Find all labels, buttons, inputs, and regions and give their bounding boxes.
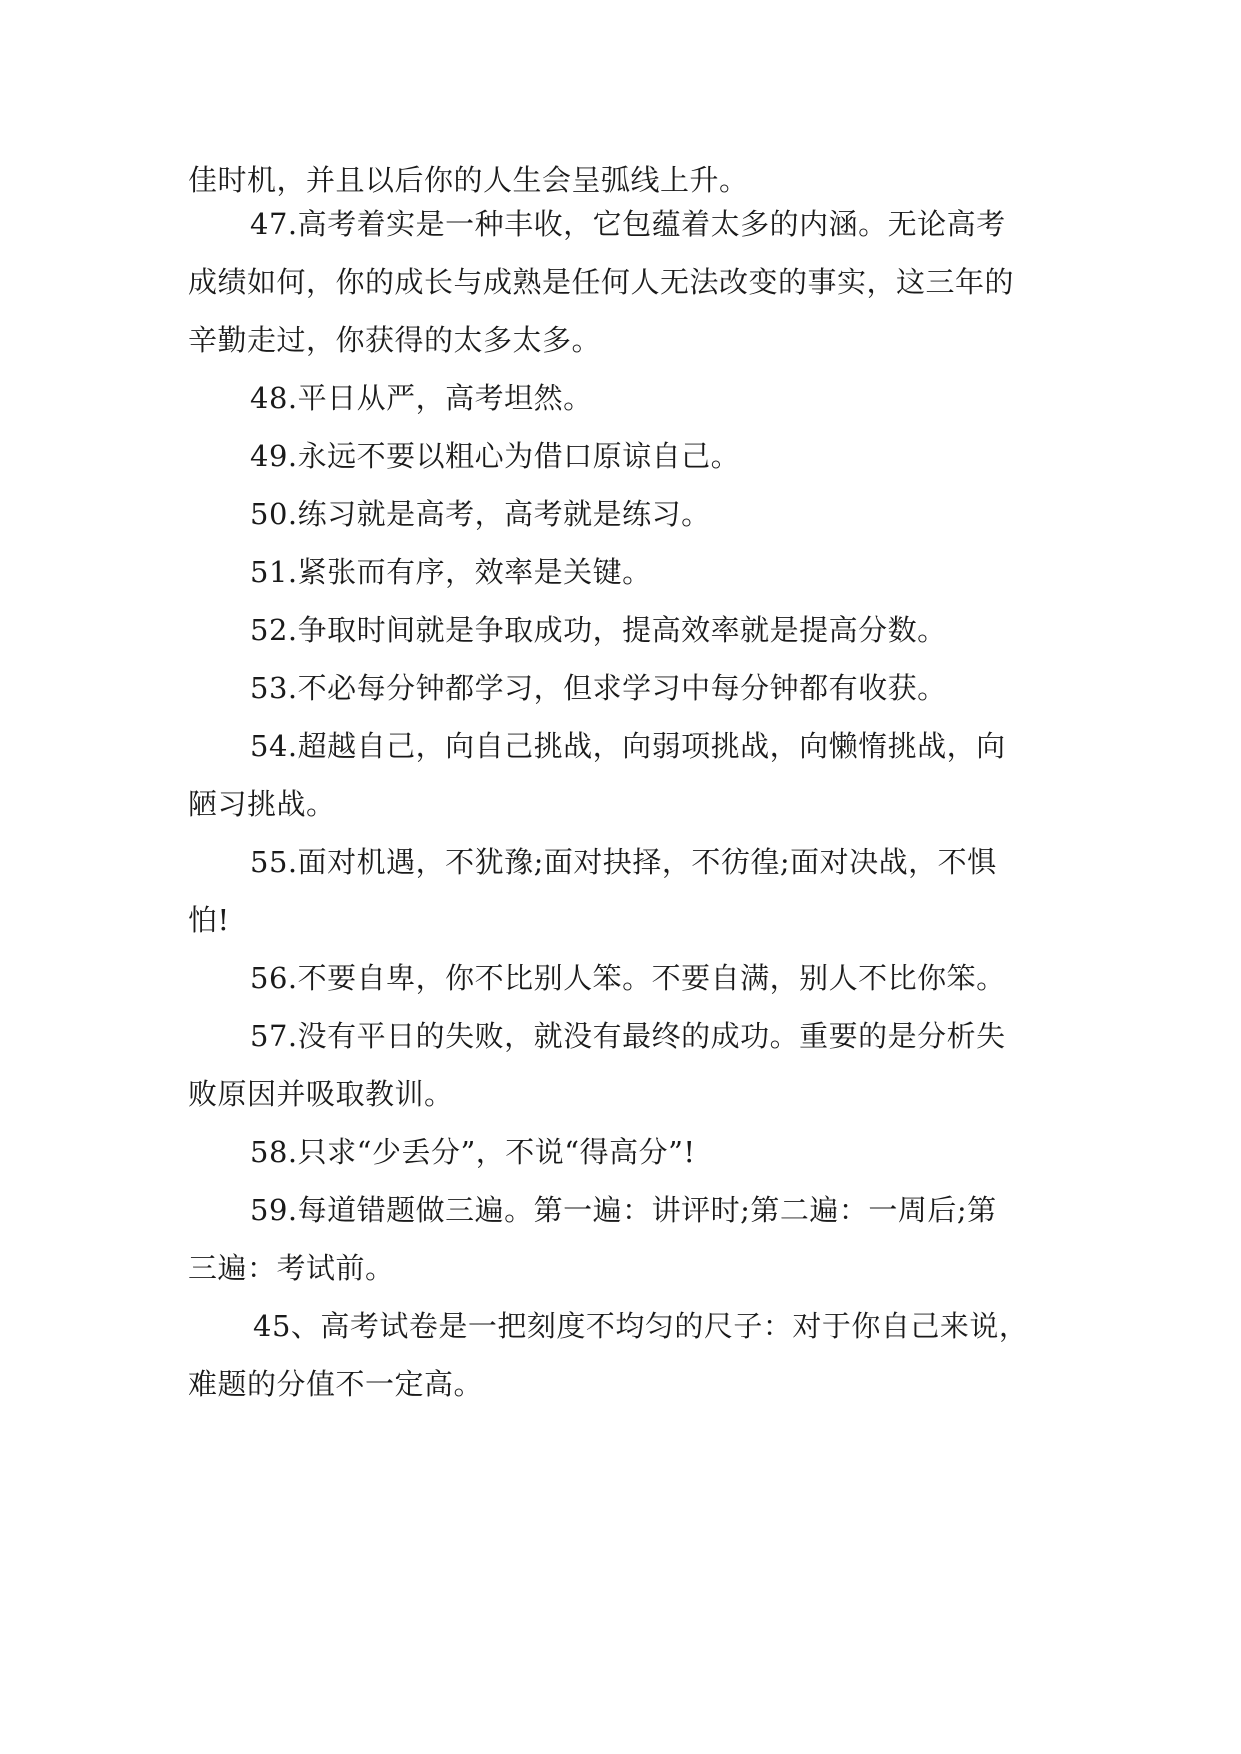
text-line-continuation: 佳时机，并且以后你的人生会呈弧线上升。 bbox=[188, 163, 749, 197]
item-57-line-2: 败原因并吸取教训。 bbox=[188, 1077, 454, 1111]
item-51: 51.紧张而有序，效率是关键。 bbox=[250, 555, 652, 589]
item-54-line-2: 陋习挑战。 bbox=[188, 787, 336, 821]
item-54-line-1: 54.超越自己，向自己挑战，向弱项挑战，向懒惰挑战，向 bbox=[250, 729, 1006, 763]
item-56: 56.不要自卑，你不比别人笨。不要自满，别人不比你笨。 bbox=[250, 961, 1006, 995]
item-47-line-2: 成绩如何，你的成长与成熟是任何人无法改变的事实，这三年的 bbox=[188, 265, 1015, 299]
item-53: 53.不必每分钟都学习，但求学习中每分钟都有收获。 bbox=[250, 671, 947, 705]
item-55-line-2: 怕! bbox=[188, 903, 230, 937]
item-50: 50.练习就是高考，高考就是练习。 bbox=[250, 497, 711, 531]
item-47-line-3: 辛勤走过，你获得的太多太多。 bbox=[188, 323, 602, 357]
item-59-line-1: 59.每道错题做三遍。第一遍：讲评时;第二遍：一周后;第 bbox=[250, 1193, 997, 1227]
item-55-line-1: 55.面对机遇，不犹豫;面对抉择，不彷徨;面对决战，不惧 bbox=[250, 845, 997, 879]
item-47-line-1: 47.高考着实是一种丰收，它包蕴着太多的内涵。无论高考 bbox=[250, 207, 1006, 241]
item-58: 58.只求“少丢分”，不说“得高分”! bbox=[250, 1135, 696, 1169]
item-59-line-2: 三遍：考试前。 bbox=[188, 1251, 395, 1285]
item-45-line-1: 45、高考试卷是一把刻度不均匀的尺子：对于你自己来说， bbox=[253, 1309, 1029, 1343]
item-49: 49.永远不要以粗心为借口原谅自己。 bbox=[250, 439, 741, 473]
item-57-line-1: 57.没有平日的失败，就没有最终的成功。重要的是分析失 bbox=[250, 1019, 1006, 1053]
item-48: 48.平日从严，高考坦然。 bbox=[250, 381, 593, 415]
item-52: 52.争取时间就是争取成功，提高效率就是提高分数。 bbox=[250, 613, 947, 647]
item-45-line-2: 难题的分值不一定高。 bbox=[188, 1367, 484, 1401]
